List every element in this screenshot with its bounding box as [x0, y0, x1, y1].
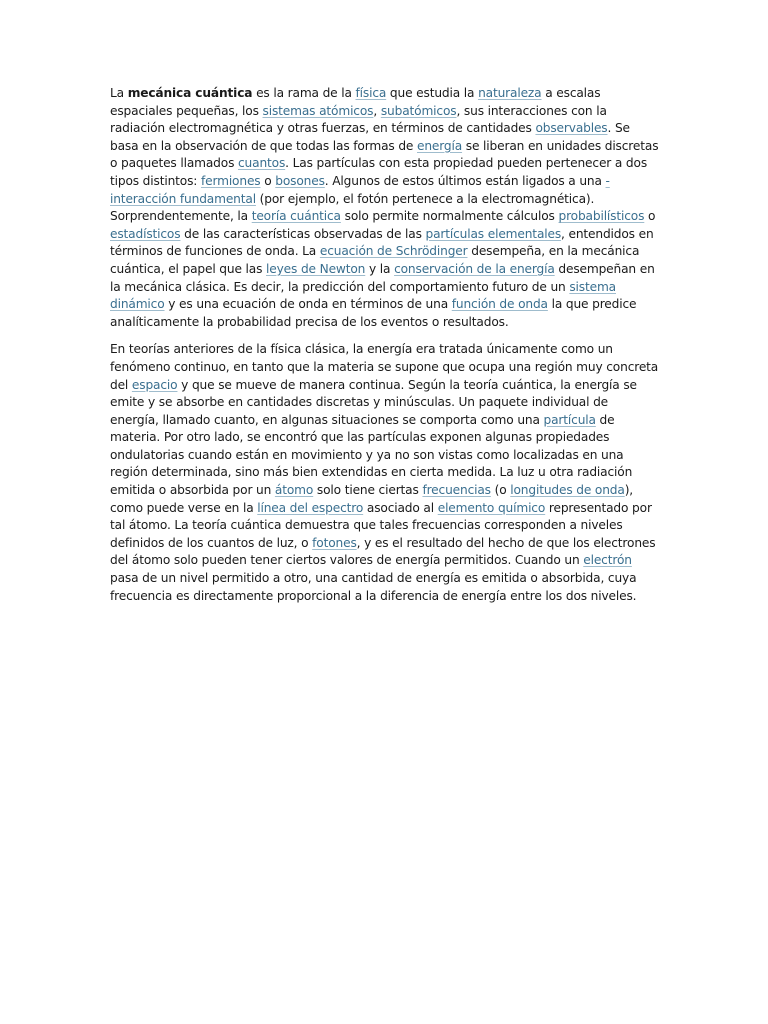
link-fotones[interactable]: fotones — [312, 535, 357, 550]
text-run: o — [644, 209, 656, 224]
link-interaccion-fundamental[interactable]: -interacción fundamental — [110, 173, 610, 206]
link-naturaleza[interactable]: naturaleza — [478, 86, 542, 100]
link-energia[interactable]: energía — [417, 138, 463, 153]
text-run: desempeñan en la mecánica clásica. Es decir, la predicción del comportamiento futuro de un — [110, 261, 655, 294]
text-run: representado por tal átomo. La teoría cuántica demuestra que tales frecuencias corresponden a niveles definidos de los cuantos de luz, o — [110, 500, 652, 550]
link-funcion-onda[interactable]: función de onda — [451, 297, 548, 312]
text-run: y la — [365, 261, 395, 276]
term-mecanica-cuantica: mecánica cuántica — [127, 86, 253, 100]
link-atomo[interactable]: átomo — [274, 483, 314, 498]
text-run: . Se basa en la observación de que todas las formas de — [110, 121, 630, 153]
text-run: , y es el resultado del hecho de que los electrones del átomo solo pueden tener ciertos valores de energía permitidos. Cuando un — [110, 535, 656, 568]
link-sistemas-atomicos[interactable]: sistemas atómicos — [262, 103, 374, 118]
link-fisica[interactable]: física — [355, 86, 387, 100]
text-run: de las características observadas de las — [180, 226, 426, 241]
text-run: , — [373, 103, 381, 118]
link-conservacion-energia[interactable]: conservación de la energía — [394, 261, 555, 276]
text-run: ), como puede verse en la — [110, 483, 634, 515]
link-observables[interactable]: observables — [535, 121, 608, 136]
link-elemento-quimico[interactable]: elemento químico — [437, 500, 546, 515]
text-run: solo permite normalmente cálculos — [340, 209, 559, 224]
text-run: de materia. Por otro lado, se encontró que las partículas exponen algunas propiedades ondulatorias cuando están en movimiento y ya no son vistas como localizadas en una región determinada, sino más bien extendidas en cierta medida. La luz u otra radiación emitida o absorbida por un — [110, 412, 633, 498]
link-ecuacion-schrodinger[interactable]: ecuación de Schrödinger — [319, 244, 468, 259]
text-run: y es una ecuación de onda en términos de una — [164, 297, 452, 312]
link-frecuencias[interactable]: frecuencias — [422, 483, 491, 498]
text-run: (o — [490, 483, 511, 498]
link-leyes-newton[interactable]: leyes de Newton — [266, 261, 366, 276]
link-cuantos[interactable]: cuantos — [238, 156, 286, 171]
text-run: y que se mueve de manera continua. Según la teoría cuántica, la energía se emite y se absorbe en cantidades discretas y minúsculas. Un paquete individual de energía, llamado cuanto, en algunas situaciones se comporta como una — [110, 377, 637, 427]
link-sistema-dinamico[interactable]: sistema dinámico — [110, 279, 616, 312]
text-run: desempeña, en la mecánica cuántica, el papel que las — [110, 244, 640, 276]
text-run: , sus interacciones con la radiación electromagnética y otras fuerzas, en términos de cantidades — [110, 103, 607, 136]
link-bosones[interactable]: bosones — [275, 173, 325, 188]
text-run: o — [260, 173, 276, 188]
link-linea-espectro[interactable]: línea del espectro — [257, 500, 364, 515]
paragraph-1 — [110, 85, 660, 331]
link-espacio[interactable]: espacio — [131, 377, 178, 392]
link-teoria-cuantica[interactable]: teoría cuántica — [251, 209, 341, 224]
document-body — [110, 85, 660, 615]
text-run: En teorías anteriores de la física clásica, la energía era tratada únicamente como un fenómeno continuo, en tanto que la materia se supone que ocupa una región muy concreta del — [110, 342, 659, 392]
text-run: se liberan en unidades discretas o paquetes llamados — [110, 138, 659, 171]
link-particula[interactable]: partícula — [543, 412, 596, 427]
text-run: asociado al — [363, 500, 438, 515]
text-run: pasa de un nivel permitido a otro, una cantidad de energía es emitida o absorbida, cuya frecuencia es directamente proporcional a la diferencia de energía entre los dos niveles. — [110, 571, 637, 603]
paragraph-2 — [110, 341, 660, 605]
link-longitudes-onda[interactable]: longitudes de onda — [510, 483, 625, 498]
link-fermiones[interactable]: fermiones — [200, 173, 261, 188]
text-run: . Las partículas con esta propiedad pueden pertenecer a dos tipos distintos: — [110, 156, 648, 188]
text-run: es la rama de la — [252, 86, 356, 100]
text-run: (por ejemplo, el fotón pertenece a la electromagnética). Sorprendentemente, la — [110, 191, 595, 224]
text-run: a escalas espaciales pequeñas, los — [110, 86, 601, 118]
text-run: que estudia la — [386, 86, 479, 100]
text-run: La — [110, 86, 128, 100]
link-probabilisticos[interactable]: probabilísticos — [558, 209, 645, 224]
link-estadisticos[interactable]: estadísticos — [110, 226, 181, 241]
text-run: la que predice analíticamente la probabilidad precisa de los eventos o resultados. — [110, 297, 637, 329]
link-particulas-elementales[interactable]: partículas elementales — [425, 226, 562, 241]
link-electron[interactable]: electrón — [583, 553, 632, 568]
link-subatomicos[interactable]: subatómicos — [380, 103, 457, 118]
text-run: . Algunos de estos últimos están ligados a una — [324, 173, 606, 188]
text-run: solo tiene ciertas — [313, 483, 423, 498]
text-run: , entendidos en términos de funciones de onda. La — [110, 226, 654, 259]
